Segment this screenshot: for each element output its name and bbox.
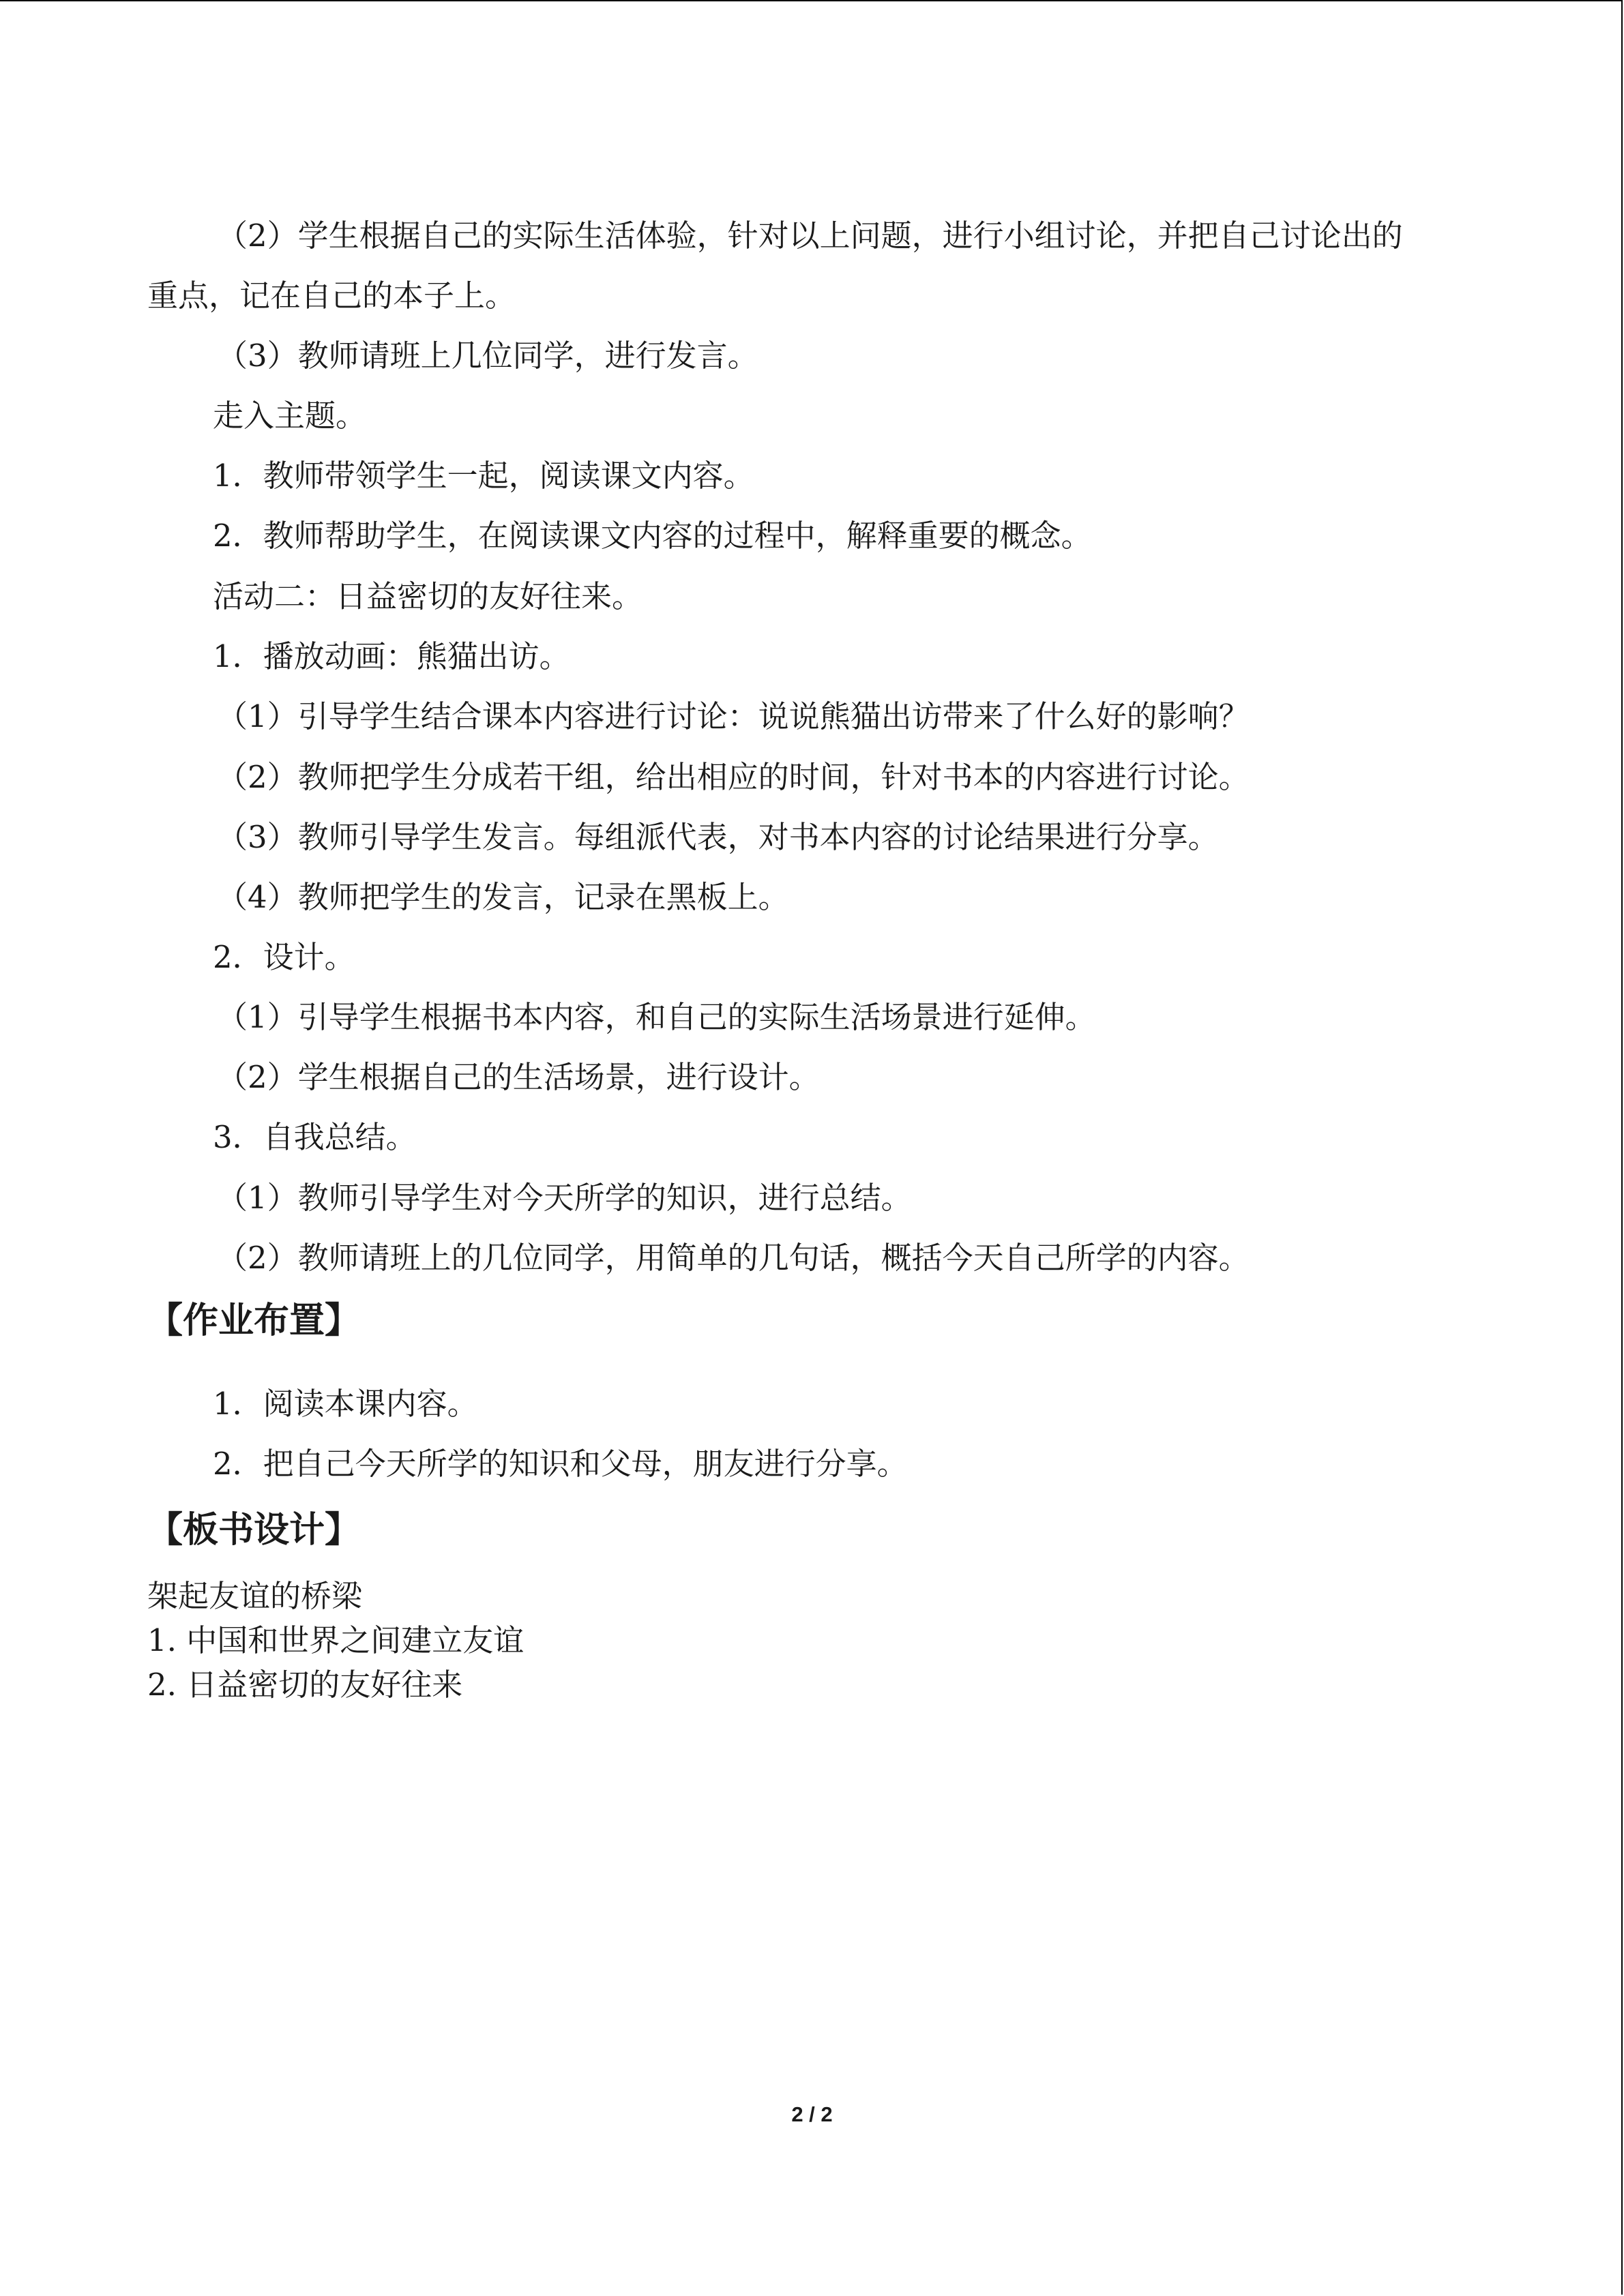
paragraph-line: （2）学生根据自己的生活场景，进行设计。 [217,1059,820,1095]
homework-item: 2．把自己今天所学的知识和父母，朋友进行分享。 [213,1446,908,1482]
paragraph-line: （2）学生根据自己的实际生活体验，针对以上问题，进行小组讨论，并把自己讨论出的 [217,218,1403,254]
paragraph-line: （2）教师把学生分成若干组，给出相应的时间，针对书本的内容进行讨论。 [217,759,1250,795]
paragraph-line: （3）教师请班上几位同学，进行发言。 [217,338,758,374]
homework-item: 1．阅读本课内容。 [213,1386,478,1422]
board-design-line: 架起友谊的桥梁 [147,1578,363,1614]
paragraph-line: 重点，记在自己的本子上。 [147,278,516,314]
paragraph-line: 1．播放动画：熊猫出访。 [213,638,570,674]
board-design-heading: 【板书设计】 [147,1510,361,1551]
homework-heading: 【作业布置】 [147,1300,361,1341]
paragraph-line: （4）教师把学生的发言，记录在黑板上。 [217,879,789,915]
paragraph-line: （2）教师请班上的几位同学，用简单的几句话，概括今天自己所学的内容。 [217,1240,1250,1276]
paragraph-line: 1．教师带领学生一起，阅读课文内容。 [213,458,754,494]
paragraph-line: （1）引导学生根据书本内容，和自己的实际生活场景进行延伸。 [217,999,1096,1035]
paragraph-line: 2．设计。 [213,939,355,975]
paragraph-line: （1）引导学生结合课本内容进行讨论：说说熊猫出访带来了什么好的影响？ [217,698,1250,734]
paragraph-line: （1）教师引导学生对今天所学的知识，进行总结。 [217,1180,912,1216]
board-design-line: 2. 日益密切的友好往来 [147,1667,463,1703]
paragraph-line: （3）教师引导学生发言。每组派代表，对书本内容的讨论结果进行分享。 [217,819,1219,855]
paragraph-line: 走入主题。 [213,398,367,434]
page-number: 2 / 2 [791,2102,833,2126]
board-design-line: 1. 中国和世界之间建立友谊 [147,1622,525,1658]
paragraph-line: 活动二：日益密切的友好往来。 [213,578,643,614]
paragraph-line: 3．自我总结。 [213,1119,417,1155]
paragraph-line: 2．教师帮助学生，在阅读课文内容的过程中，解释重要的概念。 [213,518,1092,554]
